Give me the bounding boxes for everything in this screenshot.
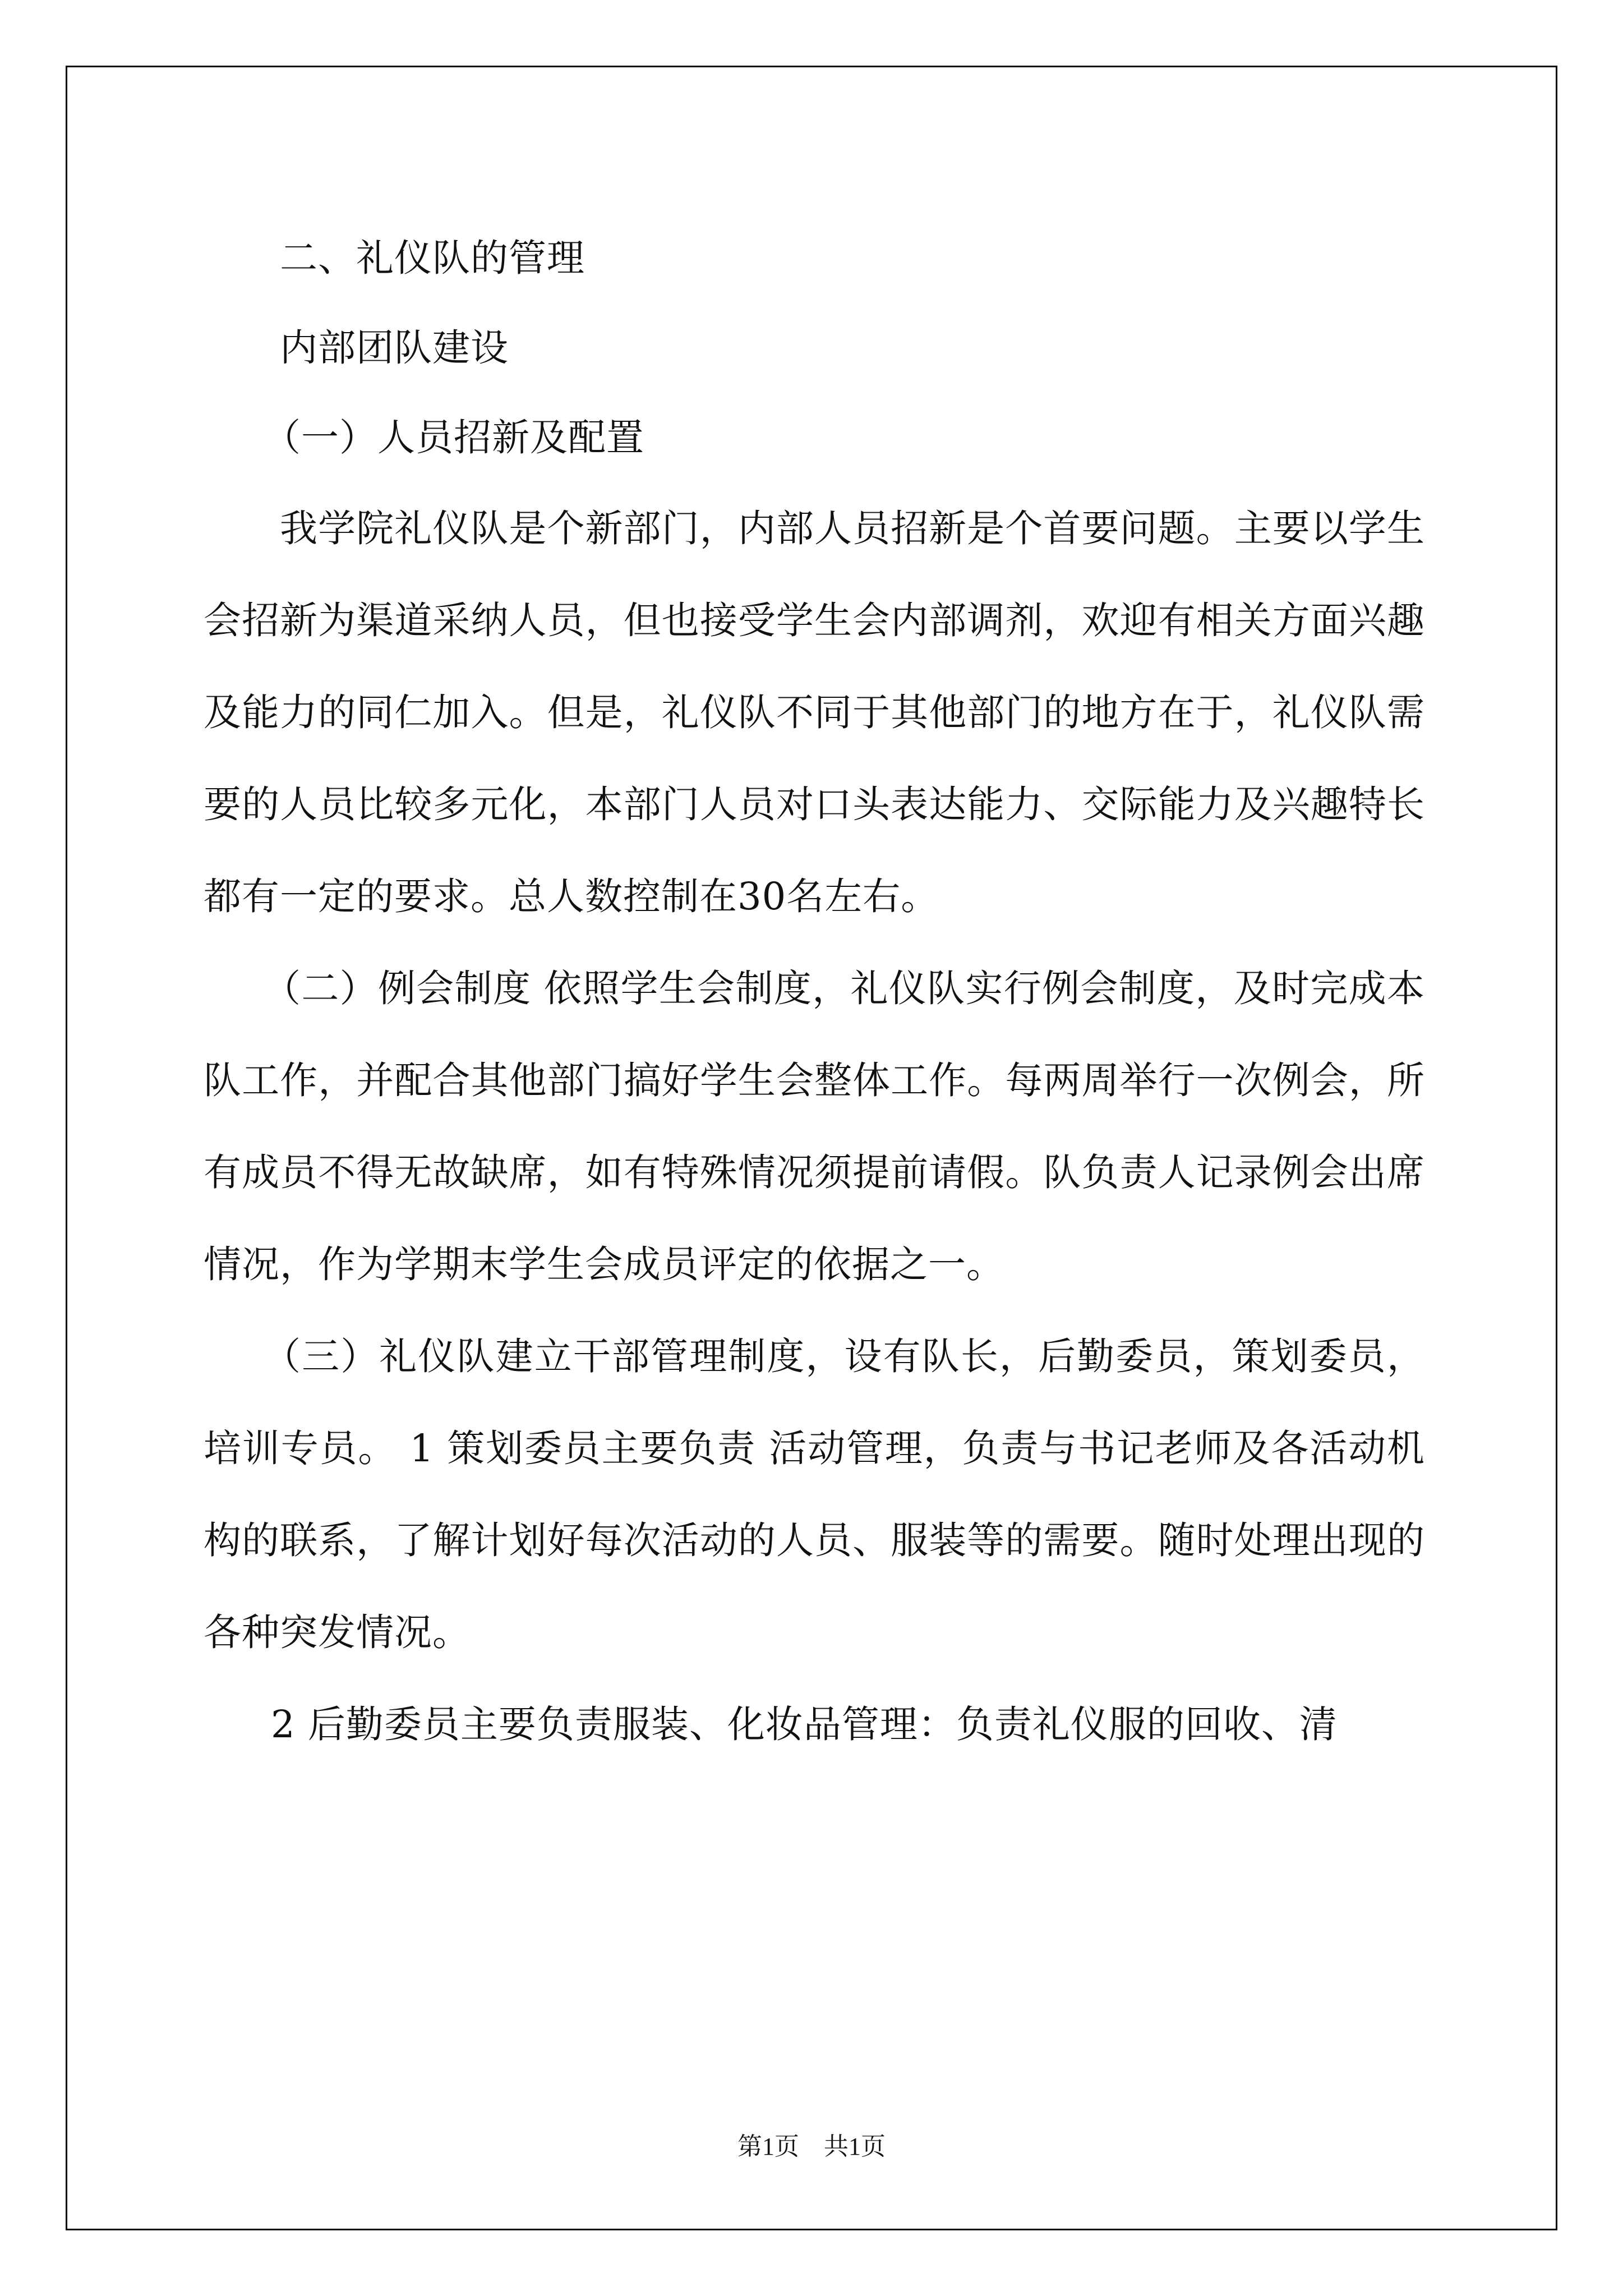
- subsection-heading: 内部团队建设: [280, 326, 509, 370]
- document-body: [204, 213, 1425, 1770]
- item-heading: （一）人员招新及配置: [263, 416, 644, 459]
- paragraph-recruitment: 我学院礼仪队是个新部门，内部人员招新是个首要问题。主要以学生会招新为渠道采纳人员，但也接受学生会内部调剂，欢迎有相关方面兴趣及能力的同仁加入。但是，礼仪队不同于其他部门的地方在于，礼仪队需要的人员比较多元化，本部门人员对口头表达能力、交际能力及兴趣特长都有一定的要求。总人数控制在30名左右。: [204, 507, 1425, 918]
- paragraph-cadre-system: （三）礼仪队建立干部管理制度，设有队长，后勤委员，策划委员，培训专员。 1 策划委员主要负责 活动管理，负责与书记老师及各活动机构的联系，了解计划好每次活动的人员、服装等的需要。随时处理出现的各种突发情况。: [204, 1335, 1425, 1654]
- section-heading: 二、礼仪队的管理: [280, 236, 585, 280]
- page-footer: 第1页 共1页: [737, 2133, 886, 2160]
- paragraph-logistics: 2 后勤委员主要负责服装、化妆品管理：负责礼仪服的回收、清: [271, 1703, 1338, 1746]
- paragraph-meeting-system: （二）例会制度 依照学生会制度，礼仪队实行例会制度，及时完成本队工作，并配合其他部门搞好学生会整体工作。每两周举行一次例会，所有成员不得无故缺席，如有特殊情况须提前请假。队负责人记录例会出席情况，作为学期末学生会成员评定的依据之一。: [204, 967, 1425, 1286]
